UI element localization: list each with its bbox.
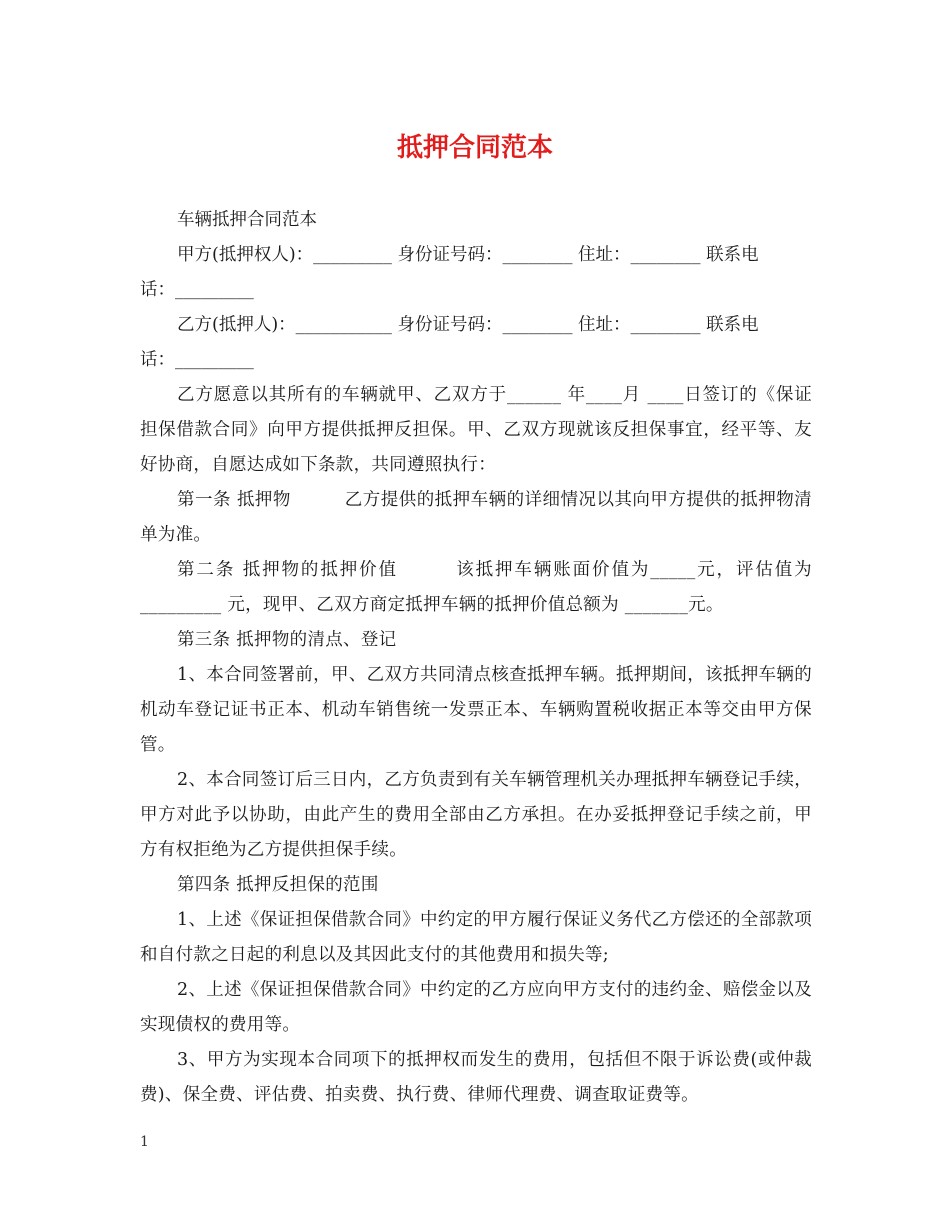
- article-2: 第二条 抵押物的抵押价值 该抵押车辆账面价值为_____元，评估值为_________ 元，现甲、乙双方商定抵押车辆的抵押价值总额为 _______元。: [140, 560, 812, 615]
- article-3-clause-2: 2、本合同签订后三日内，乙方负责到有关车辆管理机关办理抵押车辆登记手续，甲方对此予以协助，由此产生的费用全部由乙方承担。在办妥抵押登记手续之前，甲方有权拒绝为乙方提供担保手续。: [140, 770, 812, 860]
- article-1: 第一条 抵押物 乙方提供的抵押车辆的详细情况以其向甲方提供的抵押物清单为准。: [140, 490, 812, 545]
- document-title: 抵押合同范本: [396, 133, 553, 163]
- page-number: 1: [140, 1134, 149, 1150]
- party-b-line-2: 话：_________: [140, 350, 254, 370]
- article-4-heading: 第四条 抵押反担保的范围: [177, 875, 379, 895]
- party-a-line-2: 话：_________: [140, 280, 254, 300]
- party-b-line-1: 乙方(抵押人)：___________ 身份证号码：________ 住址：________ 联系电: [177, 315, 759, 335]
- article-3-clause-1: 1、本合同签署前，甲、乙双方共同清点核查抵押车辆。抵押期间，该抵押车辆的机动车登记证书正本、机动车销售统一发票正本、车辆购置税收据正本等交由甲方保管。: [140, 665, 812, 755]
- intro-paragraph: 乙方愿意以其所有的车辆就甲、乙双方于______ 年____月 ____日签订的《保证担保借款合同》向甲方提供抵押反担保。甲、乙双方现就该反担保事宜，经平等、友好协商，自愿达成如下条款，共同遵照执行：: [140, 385, 812, 475]
- party-a-line-1: 甲方(抵押权人)：_________ 身份证号码：________ 住址：________ 联系电: [177, 245, 759, 265]
- contract-subtitle: 车辆抵押合同范本: [177, 210, 317, 230]
- article-4-clause-3: 3、甲方为实现本合同项下的抵押权而发生的费用，包括但不限于诉讼费(或仲裁费)、保全费、评估费、拍卖费、执行费、律师代理费、调查取证费等。: [140, 1050, 812, 1105]
- article-4-clause-1: 1、上述《保证担保借款合同》中约定的甲方履行保证义务代乙方偿还的全部款项和自付款之日起的利息以及其因此支付的其他费用和损失等;: [140, 910, 812, 965]
- document-body: [140, 203, 812, 1113]
- article-4-clause-2: 2、上述《保证担保借款合同》中约定的乙方应向甲方支付的违约金、赔偿金以及实现债权的费用等。: [140, 980, 812, 1035]
- article-3-heading: 第三条 抵押物的清点、登记: [177, 630, 397, 650]
